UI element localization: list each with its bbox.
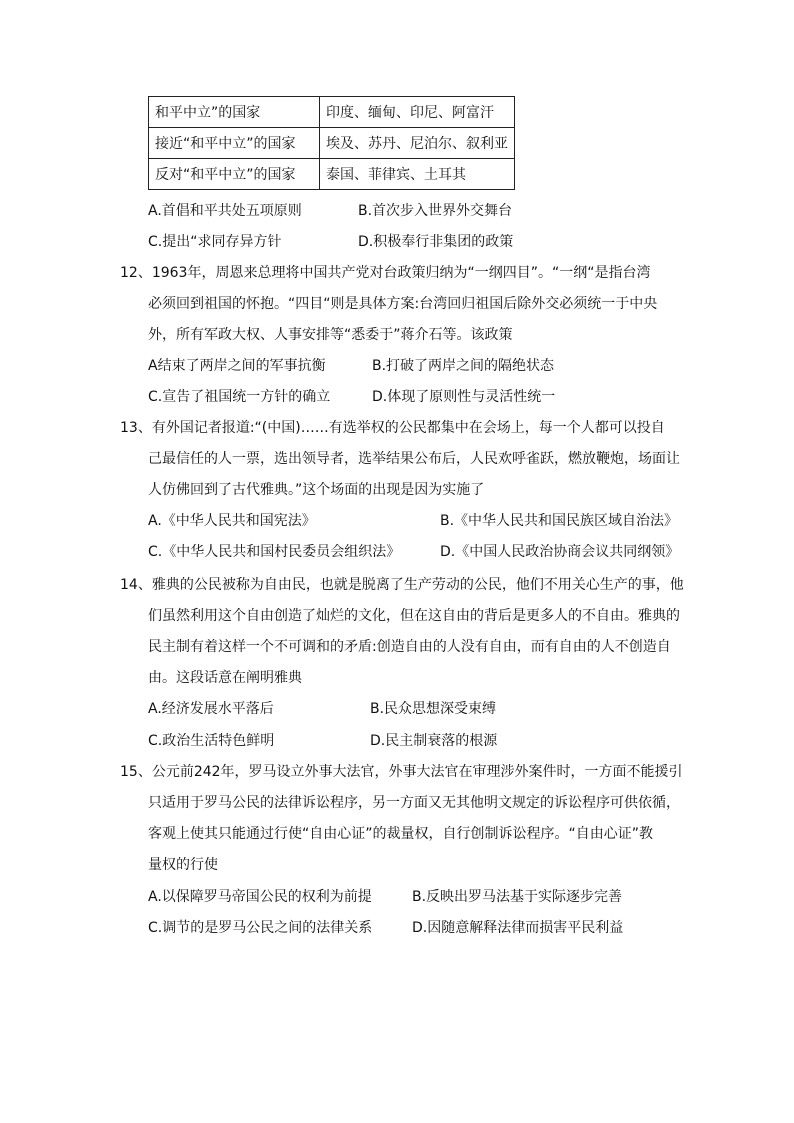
q11-option-a: A.首倡和平共处五项原则 <box>148 203 302 219</box>
q15-option-b: B.反映出罗马法基于实际逐步完善 <box>412 889 623 905</box>
table-row <box>149 159 515 190</box>
q15-line: 量权的行使 <box>148 857 218 873</box>
table-cell: 埃及、苏丹、尼泊尔、叙利亚 <box>320 128 515 159</box>
q12-line: 外，所有军政大权、人事安排等“悉委于”蒋介石等。该政策 <box>148 327 513 343</box>
q14-option-b: B.民众思想深受束缚 <box>370 701 497 717</box>
q12-option-d: D.体现了原则性与灵活性统一 <box>372 389 556 405</box>
q15-line: 只适用于罗马公民的法律诉讼程序，另一方面又无其他明文规定的诉讼程序可供依循， <box>148 795 680 811</box>
table-cell: 反对“和平中立”的国家 <box>149 159 320 190</box>
q14-option-c: C.政治生活特色鲜明 <box>148 733 275 749</box>
q11-option-d: D.积极奉行非集团的政策 <box>358 234 514 250</box>
q15-option-c: C.调节的是罗马公民之间的法律关系 <box>148 920 373 936</box>
table-cell: 印度、缅甸、印尼、阿富汗 <box>320 97 515 128</box>
q12-line: 必须回到祖国的怀抱。“四目“则是具体方案:台湾回归祖国后除外交必须统一于中央 <box>148 296 658 312</box>
q12-option-a: A结束了两岸之间的军事抗衡 <box>148 358 326 374</box>
table-cell: 和平中立”的国家 <box>149 97 320 128</box>
q13-line: 13、有外国记者报道:“(中国)……有选举权的公民都集中在会场上，每一个人都可以投自 <box>120 420 665 436</box>
q13-option-c: C.《中华人民共和国村民委员会组织法》 <box>148 544 401 560</box>
q15-option-d: D.因随意解释法律而损害平民利益 <box>412 920 624 936</box>
q15-line: 客观上使其只能通过行使“自由心证”的裁量权，自行创制诉讼程序。“自由心证”教 <box>148 826 654 842</box>
q14-option-d: D.民主制衰落的根源 <box>370 733 498 749</box>
q12-option-b: B.打破了两岸之间的隔绝状态 <box>372 358 555 374</box>
q15-option-a: A.以保障罗马帝国公民的权利为前提 <box>148 889 372 905</box>
q11-option-b: B.首次步入世界外交舞台 <box>358 203 513 219</box>
q14-option-a: A.经济发展水平落后 <box>148 701 274 717</box>
table-row <box>149 97 515 128</box>
q13-option-b: B.《中华人民共和国民族区域自治法》 <box>440 513 679 529</box>
q14-line: 由。这段话意在阐明雅典 <box>148 670 302 686</box>
country-table <box>148 96 515 190</box>
q12-line: 12、1963年，周恩来总理将中国共产党对台政策归纳为“一纲四目”。“一纲“是指台湾 <box>120 265 651 281</box>
q13-option-a: A.《中华人民共和国宪法》 <box>148 513 316 529</box>
q13-line: 人仿佛回到了古代雅典。”这个场面的出现是因为实施了 <box>148 482 485 498</box>
table-row <box>149 128 515 159</box>
q15-line: 15、公元前242年，罗马设立外事大法官，外事大法官在审理涉外案件时，一方面不能援引 <box>120 764 683 780</box>
q14-line: 民主制有着这样一个不可调和的矛盾:创造自由的人没有自由，而有自由的人不创造自 <box>148 639 671 655</box>
table-cell: 泰国、菲律宾、土耳其 <box>320 159 515 190</box>
q12-option-c: C.宣告了祖国统一方针的确立 <box>148 389 331 405</box>
q11-option-c: C.提出“求同存异方针 <box>148 234 282 250</box>
table-cell: 接近“和平中立”的国家 <box>149 128 320 159</box>
q13-option-d: D.《中国人民政治协商会议共同纲领》 <box>440 544 680 560</box>
q14-line: 14、雅典的公民被称为自由民，也就是脱离了生产劳动的公民，他们不用关心生产的事，他 <box>120 577 684 593</box>
q14-line: 们虽然利用这个自由创造了灿烂的文化，但在这自由的背后是更多人的不自由。雅典的 <box>148 608 680 624</box>
q13-line: 己最信任的人一票，选出领导者，选举结果公布后，人民欢呼雀跃，燃放鞭炮，场面让 <box>148 451 680 467</box>
